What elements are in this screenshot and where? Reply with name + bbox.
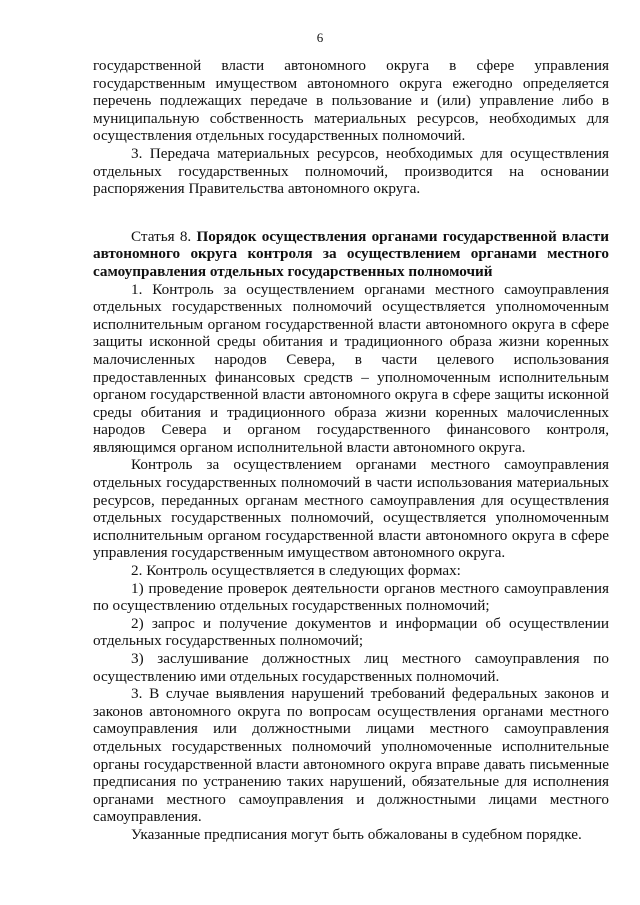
- paragraph-item-3: 3. Передача материальных ресурсов, необходимых для осуществления отдельных государственных полномочий, производится на основании распоряжения Правительства автономного округа.: [93, 144, 609, 198]
- list-item-2: 2) запрос и получение документов и информации об осуществлении отдельных государственных полномочий;: [93, 614, 609, 650]
- document-body: [93, 57, 609, 844]
- paragraph-control-1: 1. Контроль за осуществлением органами местного самоуправления отдельных государственных полномочий осуществляется уполномоченным исполнительным органом государственной власти автономного округа в сфере защиты исконной среды обитания и традиционного образа жизни коренных малочисленных народов Севера, в части целевого использования предоставленных финансовых средств – уполномоченным исполнительным органом государственной власти автономного округа в сфере защиты исконной среды обитания и традиционного образа жизни коренных малочисленных народов Севера и органом государственного финансового контроля, являющимся органом исполнительной власти автономного округа.: [93, 280, 609, 456]
- page-number: 6: [316, 30, 324, 45]
- paragraph-continuation: государственной власти автономного округа в сфере управления государственным имуществом автономного округа ежегодно определяется перечень подлежащих передаче в пользование и (или) управление либо в муниципальную собственность материальных ресурсов, необходимых для осуществления отдельных государственных полномочий.: [93, 57, 609, 145]
- paragraph-control-forms: 2. Контроль осуществляется в следующих формах:: [131, 562, 461, 580]
- article-heading: [93, 228, 609, 281]
- list-item-1: 1) проведение проверок деятельности органов местного самоуправления по осуществлению отдельных государственных полномочий;: [93, 579, 609, 615]
- list-item-3: 3) заслушивание должностных лиц местного самоуправления по осуществлению ими отдельных государственных полномочий.: [93, 650, 609, 685]
- paragraph-control-materials: Контроль за осуществлением органами местного самоуправления отдельных государственных полномочий в части использования материальных ресурсов, переданных органам местного самоуправления для осуществления отдельных государственных полномочий, осуществляется уполномоченным исполнительным органом государственной власти автономного округа в сфере управления государственным имуществом автономного округа.: [93, 456, 609, 562]
- paragraph-appeal: Указанные предписания могут быть обжалованы в судебном порядке.: [131, 825, 582, 843]
- paragraph-violations: 3. В случае выявления нарушений требований федеральных законов и законов автономного округа по вопросам осуществления органами местного самоуправления или должностными лицами местного самоуправления отдельных государственных полномочий уполномоченные исполнительные органы государственной власти автономного округа вправе давать письменные предписания по устранению таких нарушений, обязательные для исполнения органами местного самоуправления и должностными лицами местного самоуправления.: [93, 685, 609, 826]
- article-number: Статья 8.: [131, 227, 197, 245]
- article-title: Порядок осуществления органами государственной власти автономного округа контроля за осуществлением органами местного самоуправления отдельных государственных полномочий: [93, 227, 610, 280]
